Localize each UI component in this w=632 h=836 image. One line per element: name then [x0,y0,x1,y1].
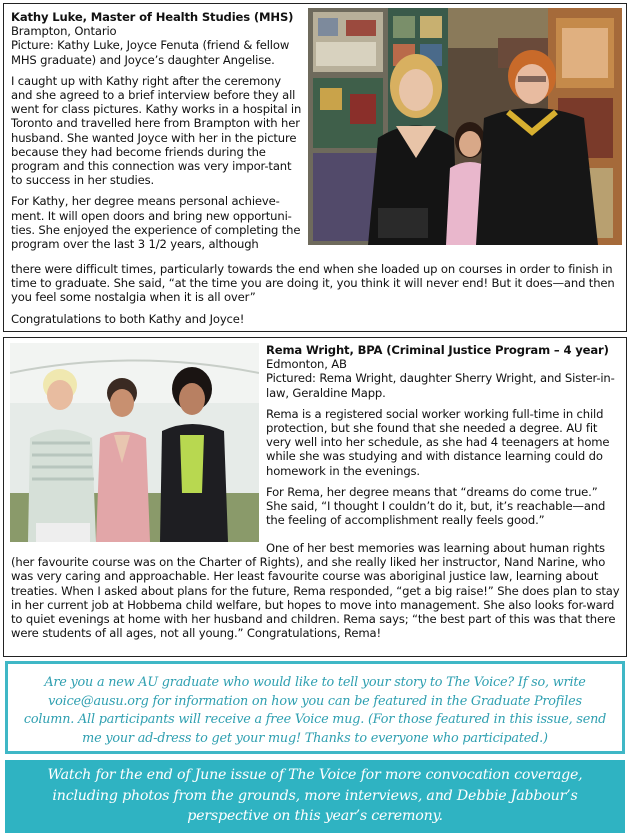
banner-text: Watch for the end of June issue of The Voice for more convocation coverage, including photos from the grounds, more interviews, and Debbie Jabbour’s perspective on this year’s ceremony. [47,767,583,824]
paragraph: One of her best memories was learning about human rights [266,541,605,555]
profile-rema-text [266,343,622,534]
closing-line: Congratulations to both Kathy and Joyce! [11,311,245,326]
convocation-coverage-banner [5,760,625,833]
profile-kathy-text [11,10,303,251]
photo-caption: Picture: Kathy Luke, Joyce Fenuta (friend & fellow MHS graduate) and Joyce’s daughter Angelise. [11,38,290,67]
profile-location: Brampton, Ontario [11,24,117,39]
photo-rema-sherry-geraldine [10,343,259,542]
profile-location: Edmonton, AB [266,357,347,372]
profile-name-title: Kathy Luke, Master of Health Studies (MHS) [11,10,294,24]
paragraph: I caught up with Kathy right after the ceremony and she agreed to a brief interview before they all went for class pictures. Kathy works in a hospital in Toronto and travelled here from Brampton with her husband. She wanted Joyce with her in the picture because they had become friends during the program and this connection was very impor-tant to success in her studies. [11,73,302,188]
paragraph: For Rema, her degree means that “dreams do come true.” She said, “I thought I couldn’t do it, but, it’s reachable—and the feeling of accomplishment really feels good.” [266,484,606,528]
profile-kathy-text-full [11,262,621,333]
photo-caption: Pictured: Rema Wright, daughter Sherry Wright, and Sister-in-law, Geraldine Mapp. [266,371,615,400]
paragraph: (her favourite course was on the Charter of Rights), and she really liked her instructor, Nand Narine, who was very caring and approachable. Her least favourite course was aboriginal justice law, learning about treaties. When I asked about plans for the future, Rema responded, “get a big raise!” She does plan to stay in her current job at Hobbema child welfare, but hopes to move into management. She also looks for-ward to quiet evenings at home with her husband and children. Rema says; “the best part of this was that there were students of all ages, not all young.” Congratulations, Rema! [11,555,620,641]
photo-kathy-joyce-angelise [308,8,622,245]
profile-header [266,343,622,400]
profile-rema-wright [3,337,627,657]
graduate-story-callout [5,661,625,754]
callout-text: Are you a new AU graduate who would like to tell your story to The Voice? If so, write voice@ausu.org for information on how you can be featured in the Graduate Profiles column. All participants will receive a free Voice mug. (For those featured in this issue, send me your ad-dress to get your mug! Thanks to everyone who participated.) [23,675,607,746]
paragraph: For Kathy, her degree means personal achieve-ment. It will open doors and bring new opportuni-ties. She enjoyed the experience of completing the program over the last 3 1/2 years, although [11,194,301,252]
paragraph: Rema is a registered social worker working full-time in child protection, but she found that she needed a degree. AU fit very well into her schedule, as she had 4 teenagers at home while she was studying and with distance learning could do homework in the evenings. [266,406,610,478]
profile-header [11,10,303,67]
paragraph: there were difficult times, particularly towards the end when she loaded up on courses in order to finish in time to graduate. She said, “at the time you are doing it, you think it will never end! But it does—and then you feel some nostalgia when it is all over” [11,262,615,305]
profile-rema-text-full [11,541,623,647]
profile-kathy-luke [3,3,627,332]
profile-name-title: Rema Wright, BPA (Criminal Justice Program – 4 year) [266,343,609,357]
